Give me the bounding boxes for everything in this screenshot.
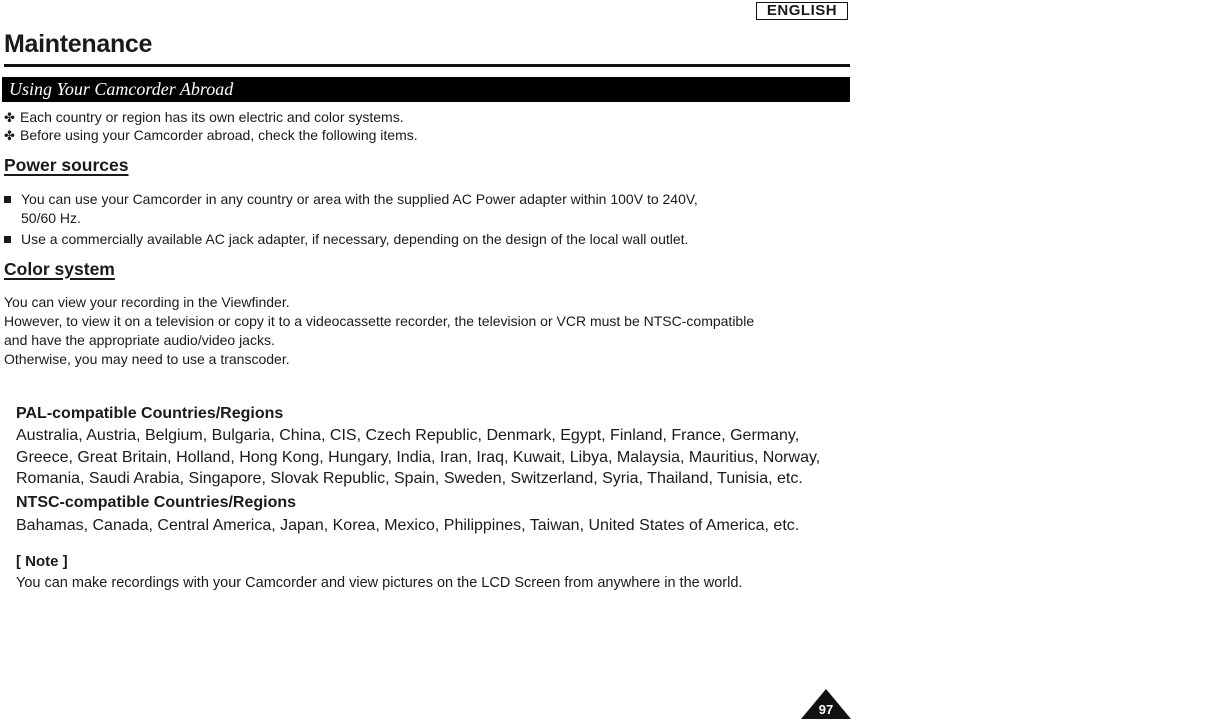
page-title: Maintenance — [4, 30, 153, 58]
note-text: You can make recordings with your Camcorder and view pictures on the LCD Screen from anywhere in the world. — [16, 575, 743, 591]
ntsc-country-list — [16, 515, 856, 537]
square-bullet-icon — [4, 196, 11, 203]
intro-item — [4, 127, 418, 144]
power-bullet-line: You can use your Camcorder in any country or area with the supplied AC Power adapter within 100V to 240V, — [21, 191, 698, 207]
intro-item — [4, 109, 404, 126]
section-title-bar — [2, 77, 850, 102]
section-title: Using Your Camcorder Abroad — [9, 79, 234, 99]
note-label: [ Note ] — [16, 553, 68, 570]
intro-text: Each country or region has its own electric and color systems. — [20, 109, 404, 125]
intro-text: Before using your Camcorder abroad, check the following items. — [20, 127, 418, 143]
country-line: Bahamas, Canada, Central America, Japan, Korea, Mexico, Philippines, Taiwan, United States of America, etc. — [16, 517, 800, 534]
ntsc-heading: NTSC-compatible Countries/Regions — [16, 494, 297, 511]
power-bullet — [4, 190, 824, 228]
title-divider — [4, 64, 850, 67]
page-number-badge — [800, 688, 852, 720]
language-badge: ENGLISH — [756, 2, 848, 20]
paragraph-line: Otherwise, you may need to use a transcoder. — [4, 351, 290, 367]
page-number: 97 — [818, 702, 834, 717]
power-bullet-line: 50/60 Hz. — [21, 210, 81, 226]
color-system-paragraph — [4, 293, 854, 369]
bullet-cross-icon: ✤ — [4, 128, 15, 143]
color-system-heading: Color system — [4, 259, 115, 279]
paragraph-line: However, to view it on a television or copy it to a videocassette recorder, the television or VCR must be NTSC-compatible — [4, 313, 755, 329]
pal-country-list — [16, 425, 856, 490]
power-sources-heading: Power sources — [4, 155, 129, 175]
pal-heading: PAL-compatible Countries/Regions — [16, 405, 284, 422]
country-line: Australia, Austria, Belgium, Bulgaria, China, CIS, Czech Republic, Denmark, Egypt, Finland, France, Germany, — [16, 427, 800, 444]
power-bullet-line: Use a commercially available AC jack adapter, if necessary, depending on the design of the local wall outlet. — [21, 231, 689, 247]
bullet-cross-icon: ✤ — [4, 110, 15, 125]
power-bullet — [4, 230, 824, 249]
square-bullet-icon — [4, 236, 11, 243]
paragraph-line: You can view your recording in the Viewfinder. — [4, 294, 290, 310]
paragraph-line: and have the appropriate audio/video jacks. — [4, 332, 275, 348]
country-line: Romania, Saudi Arabia, Singapore, Slovak Republic, Spain, Sweden, Switzerland, Syria, Thailand, Tunisia, etc. — [16, 470, 803, 487]
country-line: Greece, Great Britain, Holland, Hong Kong, Hungary, India, Iran, Iraq, Kuwait, Libya, Malaysia, Mauritius, Norway, — [16, 448, 821, 466]
